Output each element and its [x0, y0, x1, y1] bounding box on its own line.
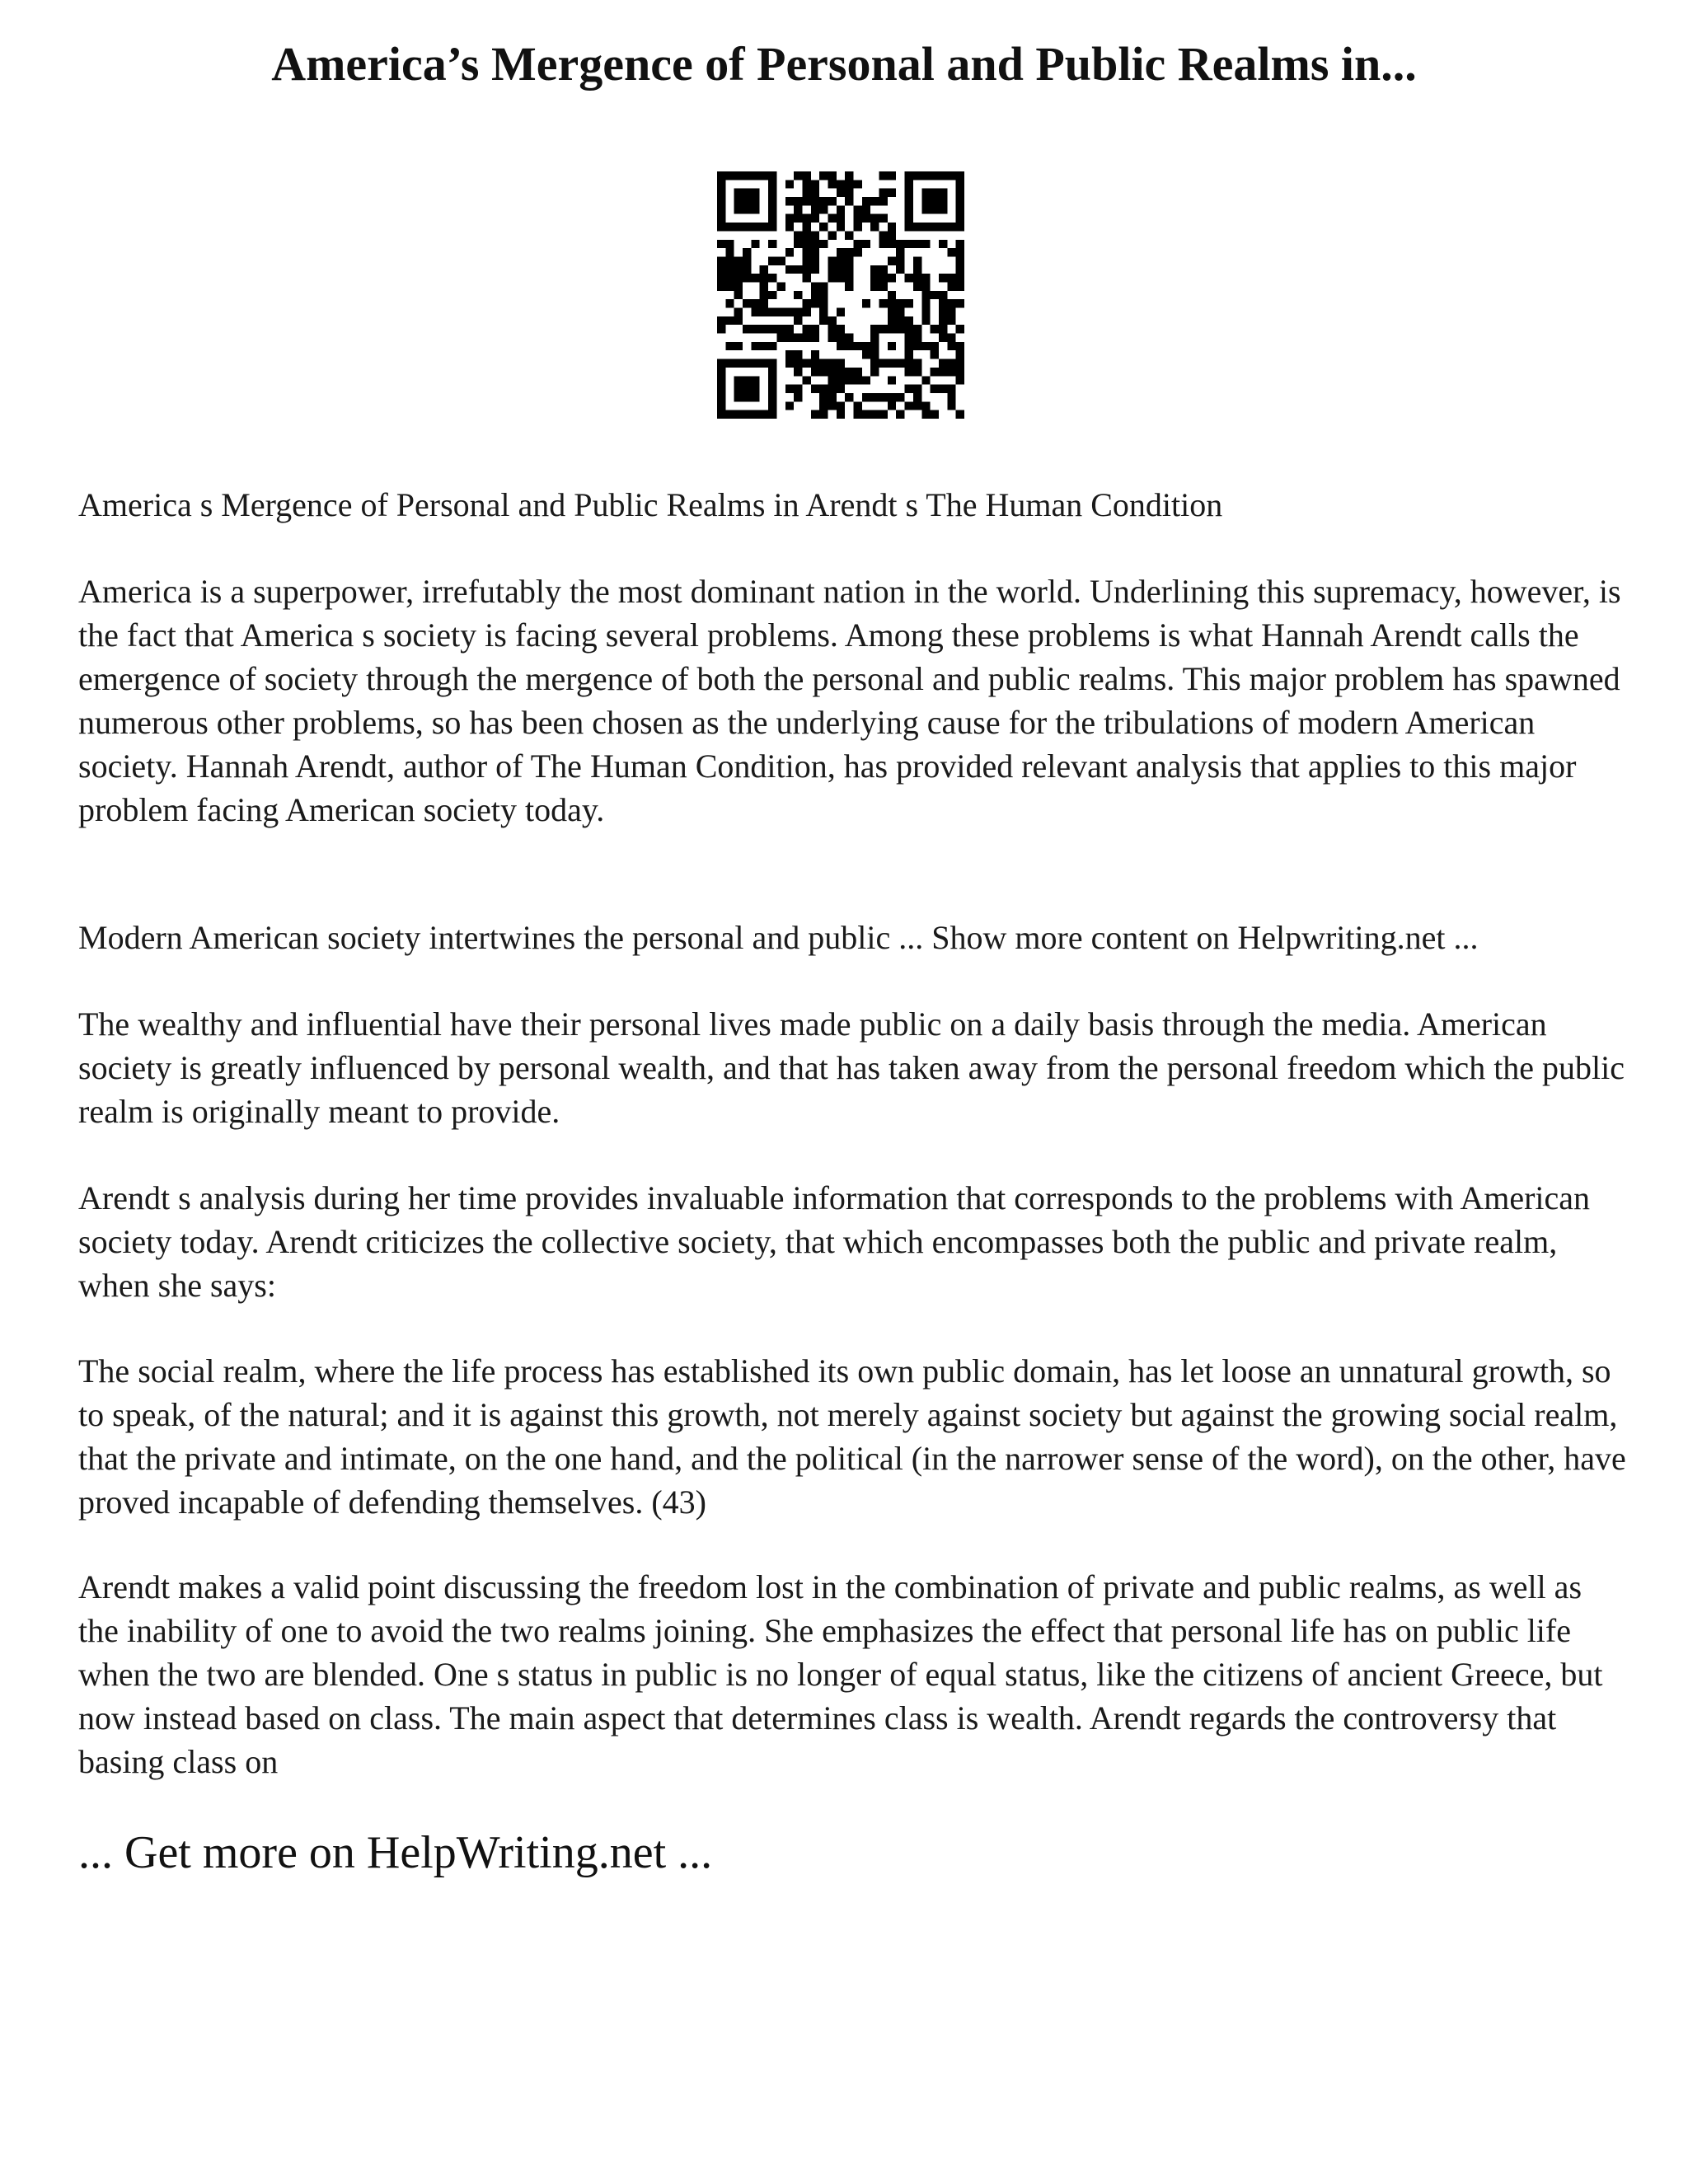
paragraph-intro: America is a superpower, irrefutably the most dominant nation in the world. Underlining this supremacy, however, is the fact that America s society is facing several problems. Among these problems is what Hannah Arendt calls the emergence of society through the mergence of both the personal and public realms. This major problem has spawned numerous other problems, so has been chosen as the underlying cause for the tribulations of modern American society. Hannah Arendt, author of The Human Condition, has provided relevant analysis that applies to this major problem facing American society today. [78, 573, 1621, 828]
qr-code-icon [717, 171, 964, 419]
paragraph-analysis: Arendt s analysis during her time provides invaluable information that corresponds to the problems with American society today. Arendt criticizes the collective society, that which encompasses both the public and private realm, when she says: [78, 1179, 1591, 1304]
qr-code-graphic [717, 171, 964, 419]
paragraph-preview: Modern American society intertwines the personal and public ... Show more content on Helpwriting.net ... [78, 919, 1479, 956]
document-title: America’s Mergence of Personal and Public Realms in... [271, 37, 1417, 91]
paragraph-wealthy: The wealthy and influential have their personal lives made public on a daily basis through the media. American society is greatly influenced by personal wealth, and that has taken away from the personal freedom which the public realm is originally meant to provide. [78, 1005, 1625, 1130]
paragraph-conclusion: Arendt makes a valid point discussing the freedom lost in the combination of private and public realms, as well as the inability of one to avoid the two realms joining. She emphasizes the effect that personal life has on public life when the two are blended. One s status in public is no longer of equal status, like the citizens of ancient Greece, but now instead based on class. The main aspect that determines class is wealth. Arendt regards the controversy that basing class on [78, 1568, 1603, 1780]
get-more-link[interactable]: ... Get more on HelpWriting.net ... [78, 1827, 713, 1878]
paragraph-quote: The social realm, where the life process has established its own public domain, has let loose an unnatural growth, so to speak, of the natural; and it is against this growth, not merely against society but against the growing social realm, that the private and intimate, on the one hand, and the political (in the narrower sense of the word), on the other, have proved incapable of defending themselves. (43) [78, 1352, 1626, 1521]
document-subtitle: America s Mergence of Personal and Public Realms in Arendt s The Human Condition [78, 486, 1223, 523]
